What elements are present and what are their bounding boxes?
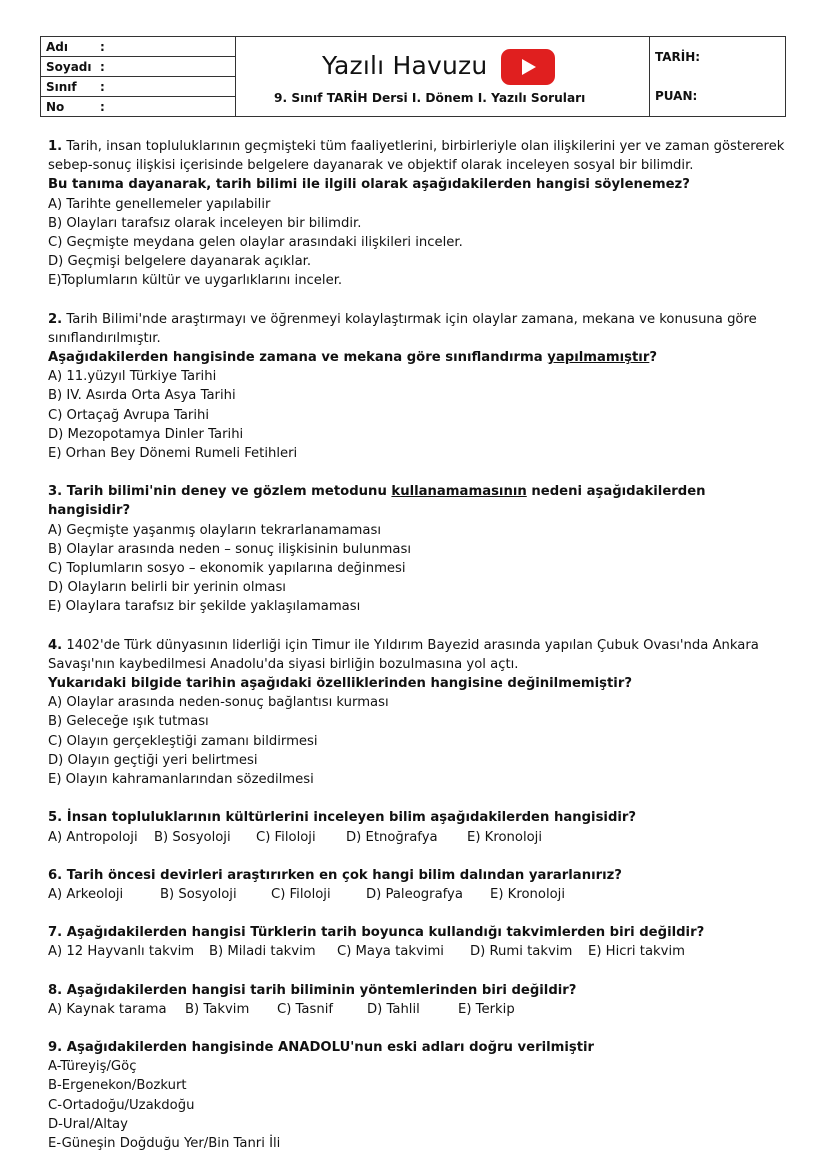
question-4 <box>48 636 788 790</box>
option-c[interactable]: C) Geçmişte meydana gelen olaylar arasındaki ilişkileri inceler. <box>48 235 463 251</box>
prompt-text: Aşağıdakilerden hangisinde ANADOLU'nun eski adları doğru verilmiştir <box>66 1039 595 1055</box>
option-d[interactable]: D) Geçmişi belgelere dayanarak açıklar. <box>48 254 312 270</box>
option-c[interactable]: C) Ortaçağ Avrupa Tarihi <box>48 407 210 423</box>
question-number: 1. <box>48 139 63 154</box>
option-e[interactable]: E) Olaylara tarafsız bir şekilde yaklaşılamaması <box>48 599 361 615</box>
brand-title: Yazılı Havuzu <box>322 51 488 80</box>
option-a[interactable]: A) Tarihte genellemeler yapılabilir <box>48 196 271 212</box>
option-a[interactable]: A-Türeyiş/Göç <box>48 1059 137 1075</box>
prompt-text: Aşağıdakilerden hangisi Türklerin tarih boyunca kullandığı takvimlerden biri değildir? <box>66 925 705 941</box>
option-e[interactable]: E) Orhan Bey Dönemi Rumeli Fetihleri <box>48 446 298 462</box>
option-c[interactable]: C) Tasnif <box>277 1001 334 1017</box>
question-prompt: Yukarıdaki bilgide tarihin aşağıdaki özelliklerinden hangisine değinilmemiştir? <box>48 676 632 692</box>
option-b[interactable]: B) Olayları tarafsız olarak inceleyen bir bilimdir. <box>48 215 362 231</box>
question-prompt <box>48 981 788 1000</box>
question-6 <box>48 866 788 904</box>
student-field-class[interactable] <box>41 77 235 97</box>
option-e[interactable]: E) Olayın kahramanlarından sözedilmesi <box>48 772 314 788</box>
question-text: Tarih, insan topluluklarının geçmişteki tüm faaliyetlerini, birbirleriyle olan ilişkilerini yer ve zaman göstererek sebep-sonuç ilişkisi içerisinde belgelere dayanarak ve objektif olarak inceleyen sosyal bir bilimdir. <box>48 139 785 174</box>
field-label: Sınıf <box>46 79 77 94</box>
question-prompt <box>48 482 788 520</box>
field-label: No <box>46 99 65 114</box>
option-a[interactable]: A) Geçmişte yaşanmış olayların tekrarlanamaması <box>48 522 381 538</box>
option-c[interactable]: C) Toplumların sosyo – ekonomik yapılarına değinmesi <box>48 561 406 577</box>
option-b[interactable]: B) IV. Asırda Orta Asya Tarihi <box>48 388 236 404</box>
score-field[interactable]: PUAN: <box>655 89 698 104</box>
question-9 <box>48 1038 788 1153</box>
option-e[interactable]: E-Güneşin Doğduğu Yer/Bin Tanri İli <box>48 1135 281 1151</box>
question-prompt <box>48 1038 788 1057</box>
option-b[interactable]: B) Geleceğe ışık tutması <box>48 714 209 730</box>
youtube-play-icon <box>501 49 555 85</box>
option-c[interactable]: C-Ortadoğu/Uzakdoğu <box>48 1097 195 1113</box>
option-b[interactable]: B) Miladi takvim <box>209 944 316 960</box>
question-1 <box>48 137 788 291</box>
option-c[interactable]: C) Olayın gerçekleştiği zamanı bildirmesi <box>48 733 318 749</box>
question-7 <box>48 923 788 961</box>
option-c[interactable]: C) Filoloji <box>271 886 331 902</box>
option-e[interactable]: E)Toplumların kültür ve uygarlıklarını inceler. <box>48 273 343 289</box>
question-number: 3. <box>48 484 63 500</box>
question-number: 9. <box>48 1039 63 1055</box>
option-a[interactable]: A) 11.yüzyıl Türkiye Tarihi <box>48 369 217 385</box>
option-b[interactable]: B-Ergenekon/Bozkurt <box>48 1078 187 1094</box>
options-row <box>48 828 788 847</box>
question-text: 1402'de Türk dünyasının liderliği için Timur ile Yıldırım Bayezid arasında yapılan Çubuk Ovası'nda Ankara Savaşı'nın kaybedilmesi Anadolu'da siyasi birliğin bozulmasına yol açtı. <box>48 637 759 672</box>
questions-list <box>48 137 788 1172</box>
option-d[interactable]: D) Mezopotamya Dinler Tarihi <box>48 426 244 442</box>
student-info-block <box>41 37 236 116</box>
field-separator: : <box>100 79 105 94</box>
option-b[interactable]: B) Sosyoloji <box>154 829 231 845</box>
prompt-underlined: yapılmamıştır <box>547 350 650 366</box>
prompt-part: ? <box>649 350 657 366</box>
prompt-part: Aşağıdakilerden hangisinde zamana ve mekana göre sınıflandırma <box>48 350 548 366</box>
option-d[interactable]: D-Ural/Altay <box>48 1116 128 1132</box>
question-number: 2. <box>48 311 63 327</box>
prompt-underlined: kullanamamasının <box>391 484 527 500</box>
question-2 <box>48 310 788 464</box>
question-3 <box>48 482 788 616</box>
question-number: 6. <box>48 867 63 883</box>
option-a[interactable]: A) Kaynak tarama <box>48 1001 167 1017</box>
option-c[interactable]: C) Filoloji <box>256 829 316 845</box>
option-d[interactable]: D) Rumi takvim <box>470 944 573 960</box>
options-row <box>48 942 788 961</box>
prompt-text: Aşağıdakilerden hangisi tarih biliminin yöntemlerinden biri değildir? <box>66 982 577 998</box>
prompt-text: İnsan topluluklarının kültürlerini inceleyen bilim aşağıdakilerden hangisidir? <box>66 810 637 826</box>
exam-subtitle: 9. Sınıf TARİH Dersi I. Dönem I. Yazılı Soruları <box>274 91 586 105</box>
date-score-block <box>650 37 785 116</box>
option-e[interactable]: E) Kronoloji <box>490 886 566 902</box>
option-d[interactable]: D) Olayın geçtiği yeri belirtmesi <box>48 752 258 768</box>
question-prompt: Bu tanıma dayanarak, tarih bilimi ile ilgili olarak aşağıdakilerden hangisi söylenemez? <box>48 177 690 193</box>
field-label: Soyadı <box>46 59 92 74</box>
option-a[interactable]: A) Antropoloji <box>48 829 138 845</box>
question-prompt <box>48 348 788 367</box>
student-field-name[interactable] <box>41 37 235 57</box>
options-row <box>48 885 788 904</box>
question-number: 7. <box>48 925 63 941</box>
prompt-text: Tarih öncesi devirleri araştırırken en çok hangi bilim dalından yararlanırız? <box>66 867 622 883</box>
student-field-surname[interactable] <box>41 57 235 77</box>
question-number: 4. <box>48 637 63 653</box>
question-text: Tarih Bilimi'nde araştırmayı ve öğrenmeyi kolaylaştırmak için olaylar zamana, mekana ve konusuna göre sınıflandırılmıştır. <box>48 311 757 346</box>
option-e[interactable]: E) Hicri takvim <box>588 944 685 960</box>
option-d[interactable]: D) Etnoğrafya <box>346 829 438 845</box>
field-label: Adı <box>46 39 68 54</box>
option-e[interactable]: E) Kronoloji <box>467 829 543 845</box>
option-c[interactable]: C) Maya takvimi <box>337 944 444 960</box>
option-b[interactable]: B) Olaylar arasında neden – sonuç ilişkisinin bulunması <box>48 541 412 557</box>
question-prompt <box>48 866 788 885</box>
question-prompt <box>48 808 788 827</box>
question-prompt <box>48 923 788 942</box>
field-separator: : <box>100 59 105 74</box>
option-d[interactable]: D) Paleografya <box>366 886 463 902</box>
options-row <box>48 1000 788 1019</box>
question-5 <box>48 808 788 846</box>
option-e[interactable]: E) Terkip <box>458 1001 515 1017</box>
student-field-number[interactable] <box>41 97 235 116</box>
title-block <box>236 37 650 116</box>
option-b[interactable]: B) Sosyoloji <box>160 886 237 902</box>
question-number: 5. <box>48 810 63 826</box>
prompt-part: Tarih bilimi'nin deney ve gözlem metodunu <box>66 484 392 500</box>
option-b[interactable]: B) Takvim <box>185 1001 250 1017</box>
option-a[interactable]: A) 12 Hayvanlı takvim <box>48 944 195 960</box>
field-separator: : <box>100 99 105 114</box>
date-field[interactable]: TARİH: <box>655 49 701 64</box>
prompt-part: nedeni aşağıdakilerden hangisidir? <box>48 484 706 519</box>
option-a[interactable]: A) Arkeoloji <box>48 886 124 902</box>
option-d[interactable]: D) Olayların belirli bir yerinin olması <box>48 580 286 596</box>
exam-header <box>40 36 786 117</box>
option-a[interactable]: A) Olaylar arasında neden-sonuç bağlantısı kurması <box>48 695 389 711</box>
question-8 <box>48 981 788 1019</box>
option-d[interactable]: D) Tahlil <box>367 1001 420 1017</box>
question-number: 8. <box>48 982 63 998</box>
field-separator: : <box>100 39 105 54</box>
